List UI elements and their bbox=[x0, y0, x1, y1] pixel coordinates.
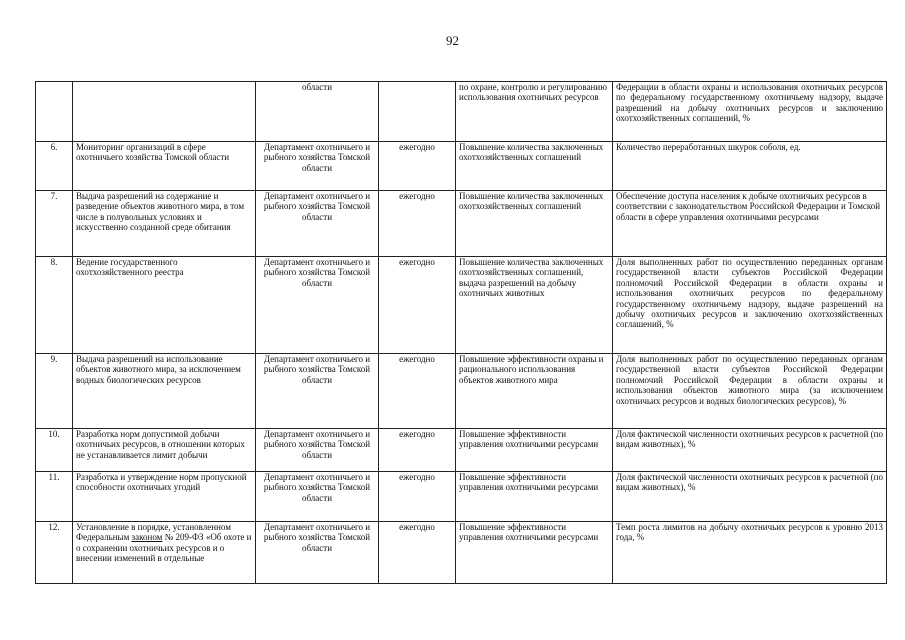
implementation-period: ежегодно bbox=[379, 142, 456, 191]
target-indicator: Доля выполненных работ по осуществлению переданных органам государственной власти субъектов Российской Федерации полномочий Российской Федерации в области охраны и использования охотничьих ресурсов по федеральному государственному охотничьему надзору, выдаче разрешений на добычу охотничьих ресурсов и заключению охотхозяйственных соглашений, % bbox=[613, 257, 887, 354]
expected-result: Повышение эффективности управления охотничьими ресурсами bbox=[456, 522, 613, 584]
expected-result: Повышение количества заключенных охотхозяйственных соглашений bbox=[456, 142, 613, 191]
responsible-executor: Департамент охотничьего и рыбного хозяйства Томской области bbox=[256, 472, 379, 522]
row-number: 10. bbox=[36, 429, 73, 472]
expected-result: Повышение эффективности управления охотничьими ресурсами bbox=[456, 472, 613, 522]
activity-name bbox=[73, 82, 256, 142]
target-indicator: Обеспечение доступа населения к добыче охотничьих ресурсов в соответствии с законодательством Российской Федерации и Томской области в сфере управления охотничьими ресурсами bbox=[613, 191, 887, 257]
table-row bbox=[36, 354, 887, 429]
activity-name bbox=[73, 522, 256, 584]
implementation-period: ежегодно bbox=[379, 257, 456, 354]
expected-result: Повышение количества заключенных охотхозяйственных соглашений bbox=[456, 191, 613, 257]
target-indicator: Доля выполненных работ по осуществлению переданных органам государственной власти субъектов Российской Федерации полномочий Российской Федерации в области охраны и использования объектов животного мира (за исключением охотничьих ресурсов и водных биологических ресурсов), % bbox=[613, 354, 887, 429]
row-number: 8. bbox=[36, 257, 73, 354]
activity-name: Мониторинг организаций в сфере охотничьего хозяйства Томской области bbox=[73, 142, 256, 191]
activity-name-text-continued: № 209-ФЗ «Об охоте и о сохранении охотничьих ресурсов и о внесении изменений в отдельные bbox=[76, 532, 252, 564]
responsible-executor: Департамент охотничьего и рыбного хозяйства Томской области bbox=[256, 522, 379, 584]
row-number: 7. bbox=[36, 191, 73, 257]
responsible-executor: Департамент охотничьего и рыбного хозяйства Томской области bbox=[256, 191, 379, 257]
program-activities-table bbox=[35, 81, 887, 584]
responsible-executor: Департамент охотничьего и рыбного хозяйства Томской области bbox=[256, 257, 379, 354]
responsible-executor: Департамент охотничьего и рыбного хозяйства Томской области bbox=[256, 142, 379, 191]
target-indicator: Темп роста лимитов на добычу охотничьих ресурсов к уровню 2013 года, % bbox=[613, 522, 887, 584]
activity-name-text: Установление в порядке, установленном Федеральным bbox=[76, 522, 231, 543]
implementation-period: ежегодно bbox=[379, 522, 456, 584]
table-row bbox=[36, 429, 887, 472]
implementation-period: ежегодно bbox=[379, 429, 456, 472]
row-number bbox=[36, 82, 73, 142]
expected-result: Повышение количества заключенных охотхозяйственных соглашений, выдача разрешений на добычу охотничьих животных bbox=[456, 257, 613, 354]
page-number: 92 bbox=[446, 33, 459, 48]
table-row bbox=[36, 142, 887, 191]
expected-result: Повышение эффективности охраны и рационального использования объектов животного мира bbox=[456, 354, 613, 429]
target-indicator: Федерации в области охраны и использования охотничьих ресурсов по федеральному государственному охотничьему надзору, выдаче разрешений на добычу охотничьих ресурсов и заключению охотхозяйственных соглашений, % bbox=[613, 82, 887, 142]
table-row bbox=[36, 82, 887, 142]
target-indicator: Количество переработанных шкурок соболя, ед. bbox=[613, 142, 887, 191]
row-number: 12. bbox=[36, 522, 73, 584]
activity-name: Ведение государственного охотхозяйственного реестра bbox=[73, 257, 256, 354]
expected-result: Повышение эффективности управления охотничьими ресурсами bbox=[456, 429, 613, 472]
table-row bbox=[36, 472, 887, 522]
row-number: 11. bbox=[36, 472, 73, 522]
target-indicator: Доля фактической численности охотничьих ресурсов к расчетной (по видам животных), % bbox=[613, 429, 887, 472]
expected-result: по охране, контролю и регулированию использования охотничьих ресурсов bbox=[456, 82, 613, 142]
activity-name: Разработка норм допустимой добычи охотничьих ресурсов, в отношении которых не устанавливается лимит добычи bbox=[73, 429, 256, 472]
implementation-period: ежегодно bbox=[379, 472, 456, 522]
responsible-executor: области bbox=[256, 82, 379, 142]
table-row bbox=[36, 191, 887, 257]
row-number: 6. bbox=[36, 142, 73, 191]
activity-name: Выдача разрешений на использование объектов животного мира, за исключением водных биологических ресурсов bbox=[73, 354, 256, 429]
implementation-period: ежегодно bbox=[379, 191, 456, 257]
row-number: 9. bbox=[36, 354, 73, 429]
federal-law-link[interactable]: законом bbox=[131, 532, 163, 543]
table-row bbox=[36, 257, 887, 354]
activity-name: Выдача разрешений на содержание и разведение объектов животного мира, в том числе в полувольных условиях и искусственно созданной среде обитания bbox=[73, 191, 256, 257]
activity-name: Разработка и утверждение норм пропускной способности охотничьих угодий bbox=[73, 472, 256, 522]
responsible-executor: Департамент охотничьего и рыбного хозяйства Томской области bbox=[256, 354, 379, 429]
target-indicator: Доля фактической численности охотничьих ресурсов к расчетной (по видам животных), % bbox=[613, 472, 887, 522]
implementation-period bbox=[379, 82, 456, 142]
implementation-period: ежегодно bbox=[379, 354, 456, 429]
responsible-executor: Департамент охотничьего и рыбного хозяйства Томской области bbox=[256, 429, 379, 472]
table-row bbox=[36, 522, 887, 584]
